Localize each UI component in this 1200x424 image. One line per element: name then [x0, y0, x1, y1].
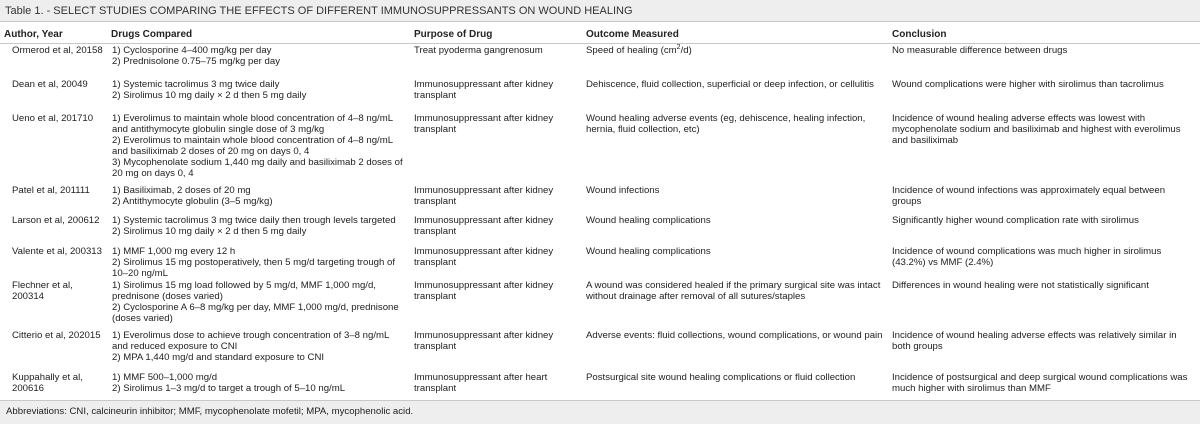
table-row	[0, 245, 1200, 279]
header-drugs-compared: Drugs Compared	[107, 23, 410, 44]
purpose-cell: Immunosuppressant after kidney transplant	[414, 78, 554, 101]
drug-line: 2) Sirolimus 1–3 mg/d to target a trough of 5–10 ng/mL	[112, 382, 346, 394]
drug-line: 2) Sirolimus 10 mg daily × 2 d then 5 mg daily	[112, 89, 307, 101]
author-cell: Ormerod et al, 20158	[12, 45, 103, 56]
author-cell: Citterio et al, 202015	[12, 329, 101, 341]
conclusion-cell: Significantly higher wound complication rate with sirolimus	[892, 214, 1139, 226]
drug-line: 1) Systemic tacrolimus 3 mg twice daily	[112, 78, 280, 90]
conclusion-cell: Incidence of wound healing adverse effects was lowest with mycophenolate sodium and basiliximab and highest with everolimus and basiliximab	[892, 112, 1181, 146]
drugs-cell	[107, 78, 410, 112]
drug-line: 2) Sirolimus 15 mg postoperatively, then 5 mg/d targeting trough of 10–20 ng/mL	[112, 256, 395, 279]
purpose-cell: Immunosuppressant after kidney transplant	[414, 214, 554, 237]
conclusion-cell: Incidence of wound healing adverse effects was relatively similar in both groups	[892, 329, 1177, 352]
header-outcome: Outcome Measured	[582, 23, 888, 44]
author-cell: Dean et al, 20049	[12, 78, 88, 90]
drug-line: 1) MMF 1,000 mg every 12 h	[112, 245, 236, 257]
author-cell: Ueno et al, 201710	[12, 112, 94, 124]
conclusion-cell: Differences in wound healing were not statistically significant	[892, 279, 1149, 291]
purpose-cell: Immunosuppressant after kidney transplant	[414, 112, 554, 135]
table-row	[0, 112, 1200, 184]
drug-line: 2) Antithymocyte globulin (3–5 mg/kg)	[112, 195, 273, 207]
drugs-cell	[107, 371, 410, 401]
outcome-cell: Dehiscence, fluid collection, superficial or deep infection, or cellulitis	[586, 78, 874, 90]
outcome-cell	[582, 44, 888, 78]
author-cell: Larson et al, 200612	[12, 214, 100, 226]
purpose-cell: Immunosuppressant after kidney transplant	[414, 245, 554, 268]
outcome-text-end: /d)	[680, 45, 692, 56]
header-conclusion: Conclusion	[888, 23, 1200, 44]
conclusion-cell: Incidence of wound infections was approximately equal between groups	[892, 184, 1166, 207]
table-row	[0, 329, 1200, 371]
conclusion-cell: Incidence of wound complications was much higher in sirolimus (43.2%) vs MMF (2.4%)	[892, 245, 1162, 268]
drug-line: 1) MMF 500–1,000 mg/d	[112, 371, 218, 383]
table-row	[0, 214, 1200, 245]
author-cell: Kuppahally et al, 200616	[12, 371, 83, 394]
header-row	[0, 23, 1200, 44]
drugs-cell	[107, 184, 410, 214]
drug-line: 2) Prednisolone 0.75–75 mg/kg per day	[112, 56, 280, 67]
table-row	[0, 44, 1200, 78]
drug-line: 2) MPA 1,440 mg/d and standard exposure to CNI	[112, 351, 325, 363]
drug-line: 1) Cyclosporine 4–400 mg/kg per day	[112, 45, 272, 56]
outcome-cell: Wound healing adverse events (eg, dehiscence, healing infection, hernia, fluid collection, etc)	[586, 112, 866, 135]
author-cell: Flechner et al, 200314	[12, 279, 73, 302]
author-cell: Patel et al, 201111	[12, 184, 90, 196]
table-row	[0, 371, 1200, 401]
outcome-text: Speed of healing (cm	[586, 45, 677, 56]
drug-line: 1) Everolimus to maintain whole blood concentration of 4–8 ng/mL and antithymocyte globulin single dose of 3 mg/kg	[112, 112, 393, 135]
table-caption: Table 1. - SELECT STUDIES COMPARING THE EFFECTS OF DIFFERENT IMMUNOSUPPRESSANTS ON WOUND HEALING	[0, 0, 1200, 22]
drug-line: 1) Everolimus dose to achieve trough concentration of 3–8 ng/mL and reduced exposure to CNI	[112, 329, 389, 352]
conclusion-cell: Incidence of postsurgical and deep surgical wound complications was much higher with sirolimus than MMF	[892, 371, 1188, 394]
drugs-cell	[107, 329, 410, 371]
conclusion-cell: No measurable difference between drugs	[892, 45, 1068, 56]
outcome-cell: A wound was considered healed if the primary surgical site was intact without drainage after removal of all sutures/staples	[586, 279, 881, 302]
outcome-cell: Postsurgical site wound healing complications or fluid collection	[586, 371, 856, 383]
outcome-cell: Wound infections	[586, 184, 660, 196]
purpose-cell: Immunosuppressant after heart transplant	[414, 371, 548, 394]
drug-line: 1) Sirolimus 15 mg load followed by 5 mg/d, MMF 1,000 mg/d, prednisone (doses varied)	[112, 279, 376, 302]
drug-line: 1) Basiliximab, 2 doses of 20 mg	[112, 184, 251, 196]
purpose-cell: Immunosuppressant after kidney transplant	[414, 184, 554, 207]
table-row	[0, 184, 1200, 214]
drugs-cell	[107, 279, 410, 329]
table-footnote: Abbreviations: CNI, calcineurin inhibitor; MMF, mycophenolate mofetil; MPA, mycophenolic acid.	[0, 400, 1200, 424]
header-author-year: Author, Year	[0, 23, 107, 44]
drug-line: 2) Everolimus to maintain whole blood concentration of 4–8 ng/mL and basiliximab 2 doses of 20 mg on days 0, 4	[112, 134, 393, 157]
drugs-cell	[107, 214, 410, 245]
purpose-cell: Immunosuppressant after kidney transplant	[414, 329, 554, 352]
purpose-cell: Treat pyoderma gangrenosum	[414, 45, 543, 56]
header-purpose: Purpose of Drug	[410, 23, 582, 44]
drug-line: 1) Systemic tacrolimus 3 mg twice daily then trough levels targeted	[112, 214, 396, 226]
outcome-superscript: 2	[676, 43, 681, 51]
conclusion-cell: Wound complications were higher with sirolimus than tacrolimus	[892, 78, 1164, 90]
drugs-cell	[107, 112, 410, 184]
drug-line: 3) Mycophenolate sodium 1,440 mg daily and basiliximab 2 doses of 20 mg on days 0, 4	[112, 156, 403, 179]
outcome-cell: Adverse events: fluid collections, wound complications, or wound pain	[586, 329, 883, 341]
outcome-cell: Wound healing complications	[586, 214, 711, 226]
drugs-cell	[107, 245, 410, 279]
studies-table	[0, 23, 1200, 401]
table-row	[0, 78, 1200, 112]
table-row	[0, 279, 1200, 329]
author-cell: Valente et al, 200313	[12, 245, 102, 257]
drug-line: 2) Cyclosporine A 6–8 mg/kg per day, MMF 1,000 mg/d, prednisone (doses varied)	[112, 301, 399, 324]
outcome-cell: Wound healing complications	[586, 245, 711, 257]
drug-line: 2) Sirolimus 10 mg daily × 2 d then 5 mg daily	[112, 225, 307, 237]
drugs-cell	[107, 44, 410, 78]
purpose-cell: Immunosuppressant after kidney transplant	[414, 279, 554, 302]
